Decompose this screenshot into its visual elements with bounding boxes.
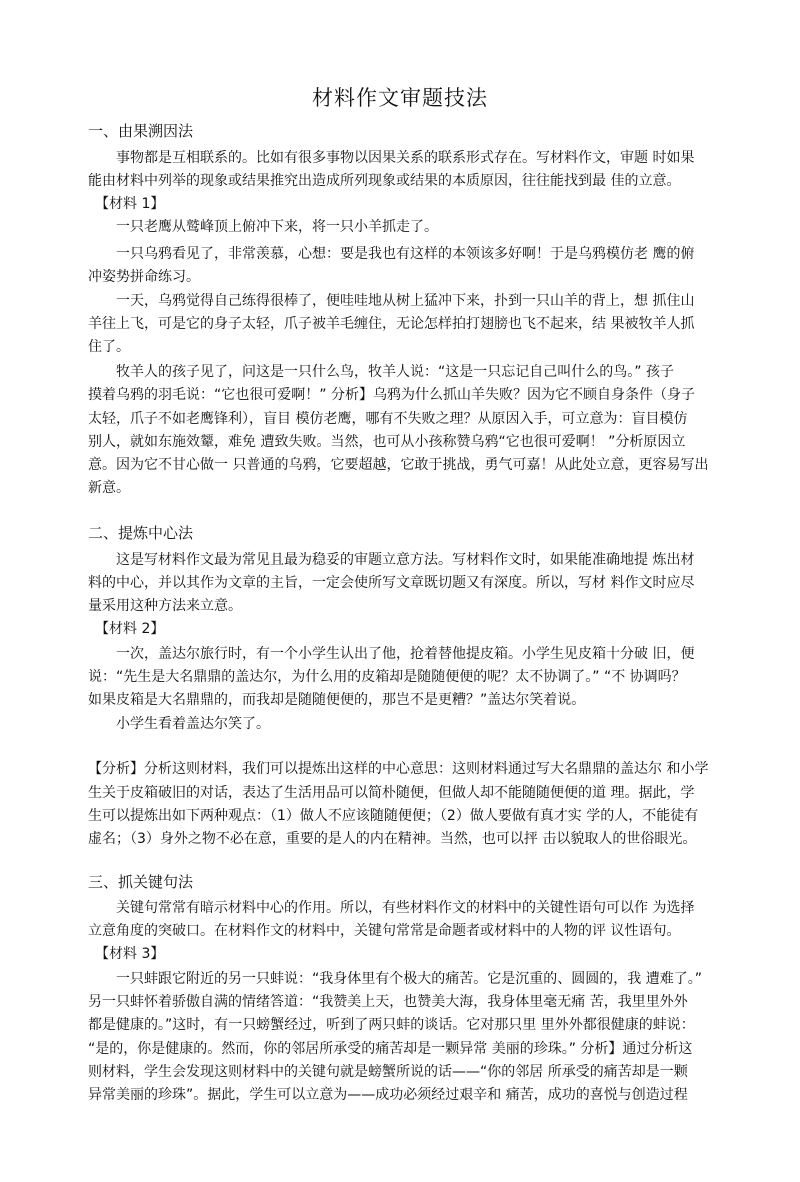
paragraph-line: 虚名；（3）身外之物不必在意，重要的是人的内在精神。当然，也可以抨 击以貌取人的世俗眼光。 <box>88 831 697 847</box>
paragraph-line: 生关于皮箱破旧的对话，表达了生活用品可以简朴随便，但做人却不能随随便便的道 理。据此，学 <box>88 785 695 801</box>
paragraph-line: 立意角度的突破口。在材料作文的材料中，关键句常常是命题者或材料中的人物的评 议性语句。 <box>88 923 681 939</box>
paragraph-line: 这是写材料作文最为常见且最为稳妥的审题立意方法。写材料作文时，如果能准确地提 炼出材 <box>88 552 695 568</box>
section-heading: 三、抓关键句法 <box>88 873 194 891</box>
paragraph-line: 意。因为它不甘心做一 只普通的乌鸦，它要超越，它敢于挑战，勇气可嘉！从此处立意，更容易写出 <box>88 457 709 473</box>
paragraph-line: 小学生看着盖达尔笑了。 <box>88 716 270 732</box>
analysis-line: 【分析】分析这则材料，我们可以提炼出这样的中心意思：这则材料通过写大名鼎鼎的盖达尔 和小学 <box>88 761 709 777</box>
paragraph-line: 冲姿势拼命练习。 <box>88 269 200 285</box>
paragraph-line: 量采用这种方法来立意。 <box>88 598 242 614</box>
material-label: 【材料 1】 <box>88 196 165 212</box>
document-title: 材料作文审题技法 <box>312 86 488 110</box>
paragraph-line: 一次，盖达尔旅行时，有一个小学生认出了他，抢着替他提皮箱。小学生见皮箱十分破 旧，便 <box>88 646 695 662</box>
paragraph-line: 牧羊人的孩子见了，问这是一只什么鸟，牧羊人说：“这是一只忘记自己叫什么的鸟。” 孩子 <box>88 364 674 380</box>
paragraph-line: 生可以提炼出如下两种观点：（1）做人不应该随随便便；（2）做人要做有真才实 学的人，不能徒有 <box>88 808 699 824</box>
paragraph-line: 则材料，学生会发现这则材料中的关键句就是螃蟹所说的话——“你的邻居 所承受的痛苦却是一颗 <box>88 1064 688 1080</box>
paragraph-line: 关键句常常有暗示材料中心的作用。所以，有些材料作文的材料中的关键性语句可以作 为选择 <box>88 900 695 916</box>
paragraph-line: 羊往上飞，可是它的身子太轻，爪子被羊毛缠住，无论怎样拍打翅膀也飞不起来，结 果被牧羊人抓 <box>88 316 695 332</box>
paragraph-line: 另一只蚌怀着骄傲自满的情绪答道：“我赞美上天，也赞美大海，我身体里毫无痛 苦，我里里外外 <box>88 994 688 1010</box>
material-label: 【材料 3】 <box>88 946 165 962</box>
paragraph-line: 一只老鹰从鹫峰顶上俯冲下来，将一只小羊抓走了。 <box>88 219 438 235</box>
paragraph-line: 事物都是互相联系的。比如有很多事物以因果关系的联系形式存在。写材料作文，审题 时如果 <box>88 150 695 166</box>
paragraph-line: 一天，乌鸦觉得自己练得很棒了，便哇哇地从树上猛冲下来，扑到一只山羊的背上，想 抓住山 <box>88 293 695 309</box>
paragraph-line: 摸着乌鸦的羽毛说：“它也很可爱啊！” 分析】乌鸦为什么抓山羊失败？因为它不顾自身条件（身子 <box>88 387 695 403</box>
paragraph-line: 太轻，爪子不如老鹰锋利），盲目 模仿老鹰，哪有不失败之理？从原因入手，可立意为：盲目模仿 <box>88 411 688 427</box>
material-label: 【材料 2】 <box>88 621 165 637</box>
section-heading: 二、提炼中心法 <box>88 524 194 542</box>
paragraph-line: 一只乌鸦看见了，非常羡慕，心想：要是我也有这样的本领该多好啊！于是乌鸦模仿老 鹰的俯 <box>88 246 695 262</box>
paragraph-line: “是的，你是健康的。然而，你的邻居所承受的痛苦却是一颗异常 美丽的珍珠。” 分析】通过分析这 <box>88 1041 693 1057</box>
paragraph-line: 说：“先生是大名鼎鼎的盖达尔，为什么用的皮箱却是随随便便的呢？太不协调了。” “不 协调吗？ <box>88 669 686 685</box>
paragraph-line: 别人，就如东施效颦，难免 遭致失败。当然，也可从小孩称赞乌鸦“它也很可爱啊！ ”分析原因立 <box>88 434 686 450</box>
paragraph-line: 一只蚌跟它附近的另一只蚌说：“我身体里有个极大的痛苦。它是沉重的、圆圆的，我 遭难了。” <box>88 971 702 987</box>
paragraph-line: 异常美丽的珍珠”。据此，学生可以立意为——成功必须经过艰辛和 痛苦，成功的喜悦与创造过程 <box>88 1087 688 1103</box>
paragraph-line: 能由材料中列举的现象或结果推究出造成所列现象或结果的本质原因，往往能找到最 佳的立意。 <box>88 173 681 189</box>
paragraph-line: 料的中心，并以其作为文章的主旨，一定会使所写文章既切题又有深度。所以，写材 料作文时应尽 <box>88 575 695 591</box>
paragraph-line: 都是健康的。”这时，有一只螃蟹经过，听到了两只蚌的谈话。它对那只里 里外外都很健康的蚌说： <box>88 1017 695 1033</box>
paragraph-line: 新意。 <box>88 480 130 496</box>
paragraph-line: 如果皮箱是大名鼎鼎的，而我却是随随便便的，那岂不是更糟？”盖达尔笑着说。 <box>88 692 586 708</box>
paragraph-line: 住了。 <box>88 339 130 355</box>
section-heading: 一、由果溯因法 <box>88 122 194 140</box>
